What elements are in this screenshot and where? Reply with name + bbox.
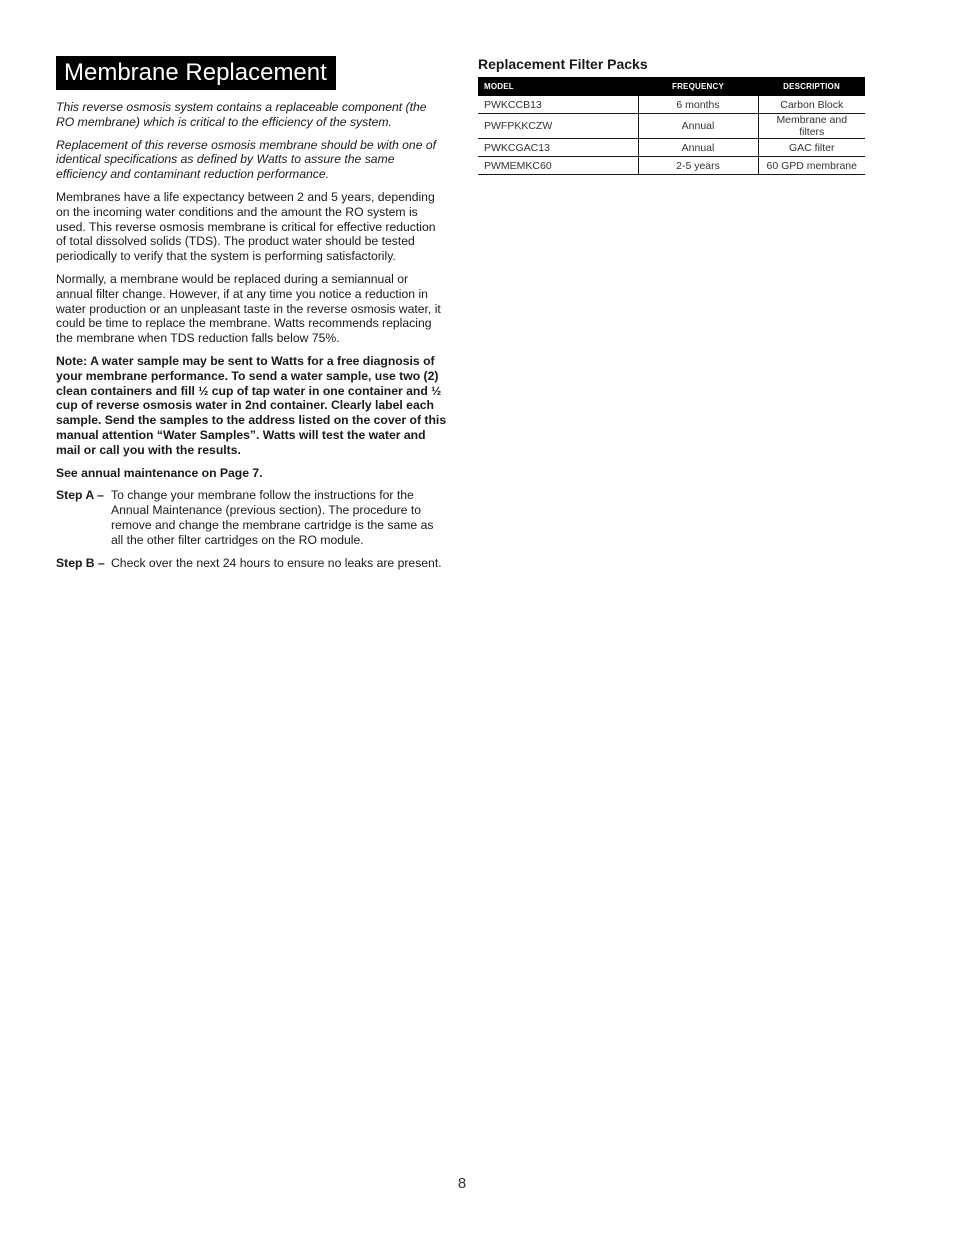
frequency-cell: 2-5 years bbox=[638, 157, 758, 175]
page-number: 8 bbox=[457, 1175, 467, 1192]
step-text: To change your membrane follow the instructions for the Annual Maintenance (previous section). The procedure to remove and change the membrane cartridge is the same as all the other filter cartridges on the RO module. bbox=[111, 488, 434, 547]
intro-paragraph: This reverse osmosis system contains a replaceable component (the RO membrane) which is critical to the efficiency of the system. bbox=[56, 100, 427, 129]
column-header-description: DESCRIPTION bbox=[758, 77, 865, 96]
model-cell: PWKCCB13 bbox=[478, 96, 638, 114]
filter-packs-section bbox=[478, 56, 865, 175]
frequency-cell: Annual bbox=[638, 139, 758, 157]
column-header-frequency: FREQUENCY bbox=[638, 77, 758, 96]
filter-packs-table bbox=[478, 77, 865, 175]
step-label: Step A – bbox=[56, 488, 104, 503]
step-b bbox=[56, 556, 448, 571]
frequency-cell: 6 months bbox=[638, 96, 758, 114]
table-row bbox=[478, 139, 865, 157]
table-row bbox=[478, 96, 865, 114]
model-cell: PWFPKKCZW bbox=[478, 114, 638, 139]
step-a bbox=[56, 488, 448, 547]
table-row bbox=[478, 114, 865, 139]
table-row bbox=[478, 157, 865, 175]
description-cell: Carbon Block bbox=[758, 96, 865, 114]
frequency-cell: Annual bbox=[638, 114, 758, 139]
see-also-note: See annual maintenance on Page 7. bbox=[56, 465, 263, 480]
description-cell: 60 GPD membrane bbox=[758, 157, 865, 175]
body-paragraph: Membranes have a life expectancy between 2 and 5 years, depending on the incoming water conditions and the amount the RO system is used. This reverse osmosis membrane is critical for effective reduction of total dissolved solids (TDS). The product water should be tested periodically to verify that the system is performing satisfactorily. bbox=[56, 189, 436, 264]
water-sample-note: Note: A water sample may be sent to Watts for a free diagnosis of your membrane performance. To send a water sample, use two (2) clean containers and fill ½ cup of tap water in one container and ½ cup of reverse osmosis water in 2nd container. Clearly label each sample. Send the samples to the address listed on the cover of this manual attention “Water Samples”. Watts will test the water and mail or call you with the results. bbox=[56, 353, 447, 457]
intro-paragraph: Replacement of this reverse osmosis membrane should be with one of identical specifications as defined by Watts to assure the same efficiency and contaminant reduction performance. bbox=[56, 137, 437, 182]
model-cell: PWMEMKC60 bbox=[478, 157, 638, 175]
column-header-model: MODEL bbox=[478, 77, 638, 96]
step-label: Step B – bbox=[56, 555, 105, 570]
description-cell: Membrane and filters bbox=[758, 114, 865, 139]
body-paragraph: Normally, a membrane would be replaced during a semiannual or annual filter change. However, if at any time you notice a reduction in water production or an unpleasant taste in the reverse osmosis water, it could be time to replace the membrane. Watts recommends replacing the membrane when TDS reduction falls below 75%. bbox=[56, 271, 441, 346]
model-cell: PWKCGAC13 bbox=[478, 139, 638, 157]
filter-table-title: Replacement Filter Packs bbox=[478, 56, 648, 72]
page-title: Membrane Replacement bbox=[56, 56, 336, 90]
description-cell: GAC filter bbox=[758, 139, 865, 157]
step-text: Check over the next 24 hours to ensure no leaks are present. bbox=[111, 555, 442, 570]
main-column bbox=[56, 56, 448, 578]
table-header-row bbox=[478, 77, 865, 96]
